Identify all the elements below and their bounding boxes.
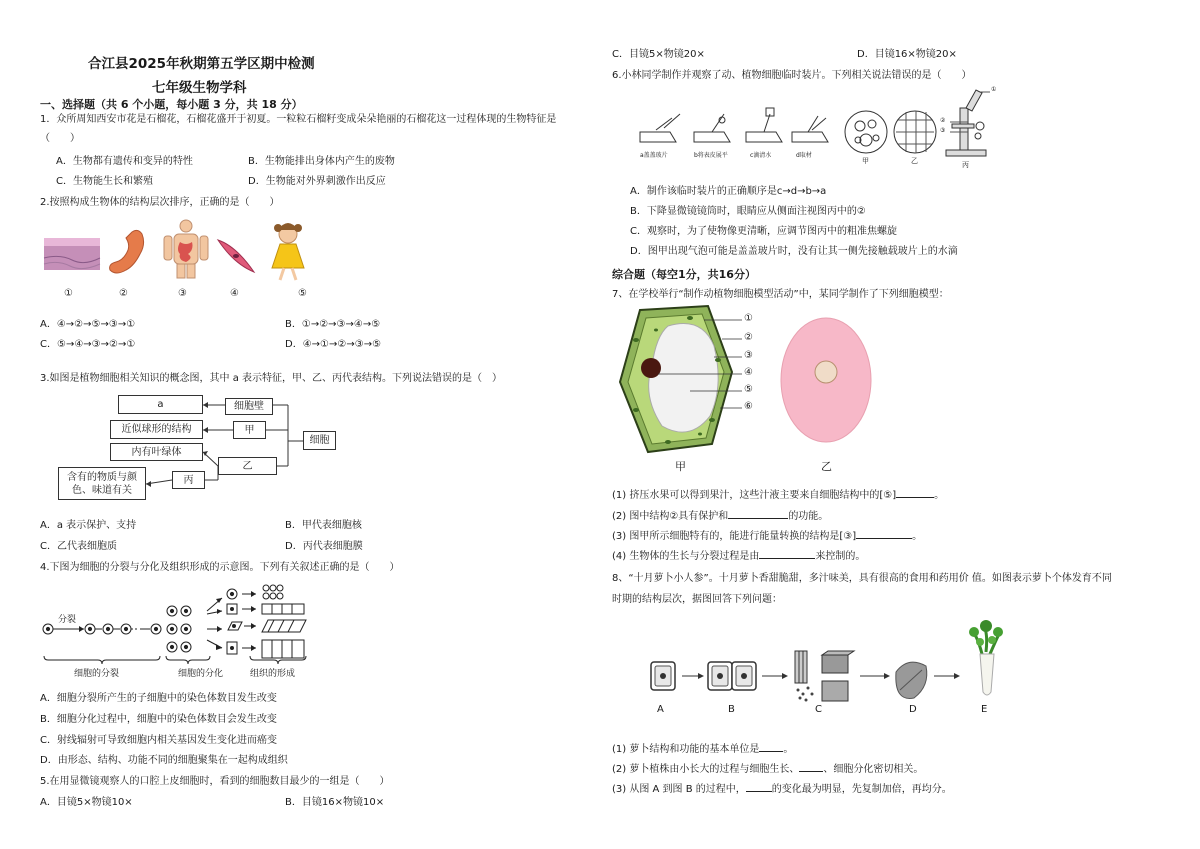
- q4-label-division: 细胞的分裂: [74, 669, 120, 679]
- section2-heading: 综合题（每空1分，共16分）: [612, 268, 756, 281]
- concept-box-jia: 甲: [233, 421, 266, 439]
- q3-option-b: B．甲代表细胞核: [285, 520, 362, 531]
- concept-box-sphere: 近似球形的结构: [110, 420, 203, 439]
- q2-label-5: ⑤: [298, 288, 307, 299]
- q1-paren: （ ）: [40, 133, 80, 144]
- q6-option-b: B．下降显微镜镜筒时，眼睛应从侧面注视图丙中的②: [630, 206, 866, 217]
- concept-box-chloroplast: 内有叶绿体: [110, 443, 203, 461]
- q5-stem: 5.在用显微镜观察人的口腔上皮细胞时，看到的细胞数目最少的一组是（ ）: [40, 776, 390, 787]
- q7-marker-3: ③: [744, 350, 753, 361]
- q2-label-4: ④: [230, 288, 239, 299]
- q1-stem: 1．众所周知西安市花是石榴花，石榴花盛开于初夏。一粒粒石榴籽变成朵朵艳丽的石榴花这一过程体现的生物特征是: [40, 114, 557, 125]
- q7-sub-3: (3) 图甲所示细胞特有的，能进行能量转换的结构是[③] 。: [612, 531, 923, 542]
- q7-marker-6: ⑥: [744, 401, 753, 412]
- q8-sub-1: (1) 萝卜结构和功能的基本单位是 。: [612, 744, 794, 755]
- q4-label-tissue: 组织的形成: [250, 669, 296, 679]
- q8-sub-2: (2) 萝卜植株由小长大的过程与细胞生长、 、细胞分化密切相关。: [612, 764, 924, 775]
- q2-label-2: ②: [119, 288, 128, 299]
- q6-option-a: A．制作该临时装片的正确顺序是c→d→b→a: [630, 186, 827, 197]
- q8-label-c: C: [815, 704, 822, 715]
- q6-fig-bing: 丙: [962, 161, 969, 169]
- q4-label-split: 分裂: [58, 615, 77, 625]
- concept-box-bing: 丙: [172, 471, 205, 489]
- q7-marker-5: ⑤: [744, 384, 753, 395]
- q3-option-a: A．a 表示保护、支持: [40, 520, 137, 531]
- q7-sub-4: (4) 生物体的生长与分裂过程是由 来控制的。: [612, 551, 866, 562]
- q6-fig-yi: 乙: [911, 157, 918, 165]
- q6-stem: 6.小林同学制作并观察了动、植物细胞临时装片。下列相关说法错误的是（ ）: [612, 70, 972, 81]
- q6-option-c: C．观察时，为了使物像更清晰，应调节图丙中的粗准焦螺旋: [630, 226, 897, 237]
- q5-option-b: B．目镜16×物镜10×: [285, 797, 385, 808]
- concept-box-cell: 细胞: [303, 431, 336, 450]
- q2-label-3: ③: [178, 288, 187, 299]
- q2-label-1: ①: [64, 288, 73, 299]
- q6-step-a: a盖盖玻片: [640, 152, 668, 159]
- q1-option-d: D．生物能对外界刺激作出反应: [248, 176, 386, 187]
- q2-option-d: D．④→①→②→③→⑤: [285, 339, 382, 350]
- q2-stem: 2.按照构成生物体的结构层次排序，正确的是（ ）: [40, 197, 280, 208]
- q4-option-a: A．细胞分裂所产生的子细胞中的染色体数目发生改变: [40, 693, 277, 704]
- q7-sub-1: (1) 挤压水果可以得到果汁，这些汁液主要来自细胞结构中的[⑤] 。: [612, 490, 945, 501]
- q5-option-c: C．目镜5×物镜20×: [612, 49, 705, 60]
- q7-marker-4: ④: [744, 367, 753, 378]
- q7-label-yi: 乙: [821, 460, 832, 473]
- q8-label-e: E: [981, 704, 988, 715]
- q7-stem: 7、在学校举行“制作动植物细胞模型活动”中，某同学制作了下列细胞模型：: [612, 289, 949, 300]
- q6-scope-2: ②: [940, 117, 946, 124]
- q8-blank-3[interactable]: [746, 791, 772, 792]
- q7-marker-2: ②: [744, 332, 753, 343]
- q6-step-c: c滴清水: [750, 152, 772, 159]
- q4-option-b: B．细胞分化过程中，细胞中的染色体数目会发生改变: [40, 714, 277, 725]
- concept-box-yi: 乙: [218, 457, 277, 475]
- q8-label-b: B: [728, 704, 735, 715]
- q1-option-a: A．生物都有遗传和变异的特性: [56, 156, 193, 167]
- q7-label-jia: 甲: [675, 460, 686, 473]
- q8-stem-line2: 时期的结构层次，据图回答下列问题：: [612, 594, 782, 605]
- q2-option-a: A．④→②→⑤→③→①: [40, 319, 136, 330]
- q6-option-d: D．图甲出现气泡可能是盖盖玻片时，没有让其一侧先接触载玻片上的水滴: [630, 246, 958, 257]
- q5-option-d: D．目镜16×物镜20×: [857, 49, 957, 60]
- q7-sub-2: (2) 图中结构②具有保护和 的功能。: [612, 511, 829, 522]
- q6-fig-jia: 甲: [862, 157, 869, 165]
- q4-option-c: C．射线辐射可导致细胞内相关基因发生变化进而癌变: [40, 735, 277, 746]
- q3-option-d: D．丙代表细胞膜: [285, 541, 363, 552]
- q8-sub-3: (3) 从图 A 到图 B 的过程中， 的变化最为明显，先复制加倍，再均分。: [612, 784, 952, 795]
- q4-stem: 4.下图为细胞的分裂与分化及组织形成的示意图。下列有关叙述正确的是（ ）: [40, 562, 400, 573]
- q2-option-b: B．①→②→③→④→⑤: [285, 319, 381, 330]
- q3-option-c: C．乙代表细胞质: [40, 541, 117, 552]
- q6-scope-3: ③: [940, 127, 946, 134]
- q6-step-b: b将表皮展平: [694, 152, 728, 159]
- q4-label-differentiation: 细胞的分化: [178, 669, 224, 679]
- q8-blank-2[interactable]: [799, 771, 823, 772]
- q6-scope-1: ①: [991, 86, 997, 93]
- q3-stem: 3.如图是植物细胞相关知识的概念图，其中 a 表示特征，甲、乙、丙代表结构。下列说法错误的是（ ）: [40, 373, 503, 384]
- concept-box-a: a: [118, 395, 203, 414]
- q1-option-b: B．生物能排出身体内产生的废物: [248, 156, 395, 167]
- q8-label-a: A: [657, 704, 664, 715]
- q7-marker-1: ①: [744, 313, 753, 324]
- q4-option-d: D．由形态、结构、功能不同的细胞聚集在一起构成组织: [40, 755, 288, 766]
- q8-stem-line1: 8、“十月萝卜小人参”。十月萝卜香甜脆甜，多汁味美，具有很高的食用和药用价 值。如图表示萝卜个体发育不同: [612, 573, 1112, 584]
- q1-option-c: C．生物能生长和繁殖: [56, 176, 153, 187]
- q5-option-a: A．目镜5×物镜10×: [40, 797, 133, 808]
- q2-option-c: C．⑤→④→③→②→①: [40, 339, 136, 350]
- exam-subject: 七年级生物学科: [152, 80, 247, 96]
- section1-heading: 一、选择题（共 6 个小题，每小题 3 分，共 18 分）: [40, 98, 303, 111]
- q6-step-d: d取材: [796, 152, 812, 159]
- concept-box-content: 含有的物质与颜色、味道有关: [58, 467, 146, 500]
- q8-blank-1[interactable]: [759, 751, 783, 752]
- exam-title: 合江县2025年秋期第五学区期中检测: [88, 56, 315, 72]
- concept-box-wall: 细胞壁: [225, 398, 273, 415]
- q8-label-d: D: [909, 704, 917, 715]
